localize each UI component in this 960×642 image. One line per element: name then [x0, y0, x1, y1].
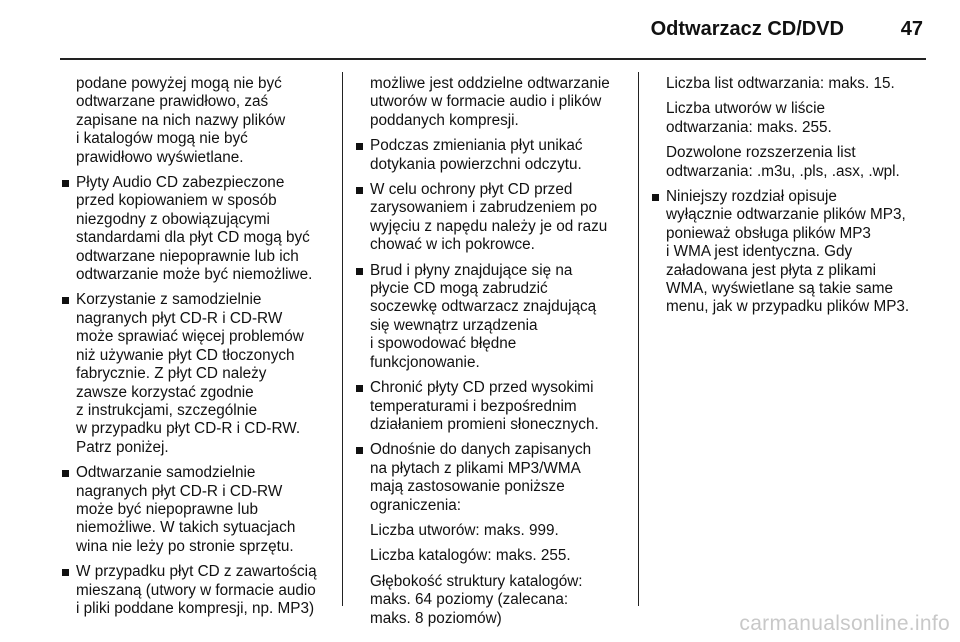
text-line: menu, jak w przypadku plików MP3.	[666, 298, 910, 316]
text-line: działaniem promieni słonecznych.	[370, 415, 599, 433]
bullet-item	[60, 291, 338, 457]
bullet-square-icon	[62, 569, 69, 576]
text-line: maks. 8 poziomów)	[370, 609, 502, 627]
text-line: niż używanie płyt CD tłoczonych	[76, 346, 295, 364]
text-line: Brud i płyny znajdujące się na	[370, 261, 573, 279]
text-line: zarysowaniem i zabrudzeniem po	[370, 199, 598, 217]
text-column-2	[354, 75, 634, 635]
text-line: nagranych płyt CD-R i CD-RW	[76, 309, 283, 327]
page-title: Odtwarzacz CD/DVD	[650, 18, 844, 40]
bullet-item	[354, 262, 634, 372]
paragraph	[650, 144, 942, 181]
text-line: z instrukcjami, szczególnie	[76, 401, 258, 419]
text-line: może sprawiać więcej problemów	[76, 328, 304, 346]
text-line: nagranych płyt CD-R i CD-RW	[76, 482, 283, 500]
bullet-item	[650, 188, 942, 317]
text-line: Odnośnie do danych zapisanych	[370, 441, 592, 459]
text-line: odtwarzanie może być niemożliwe.	[76, 266, 313, 284]
text-line: temperaturami i bezpośrednim	[370, 397, 577, 415]
paragraph	[650, 75, 942, 93]
text-line: na płytach z plikami MP3/WMA	[370, 459, 581, 477]
bullet-item	[354, 379, 634, 434]
bullet-square-icon	[62, 180, 69, 187]
text-line: niezgodny z obowiązującymi	[76, 210, 270, 228]
bullet-square-icon	[652, 194, 659, 201]
page-number: 47	[900, 18, 923, 40]
text-line: Chronić płyty CD przed wysokimi	[370, 379, 594, 397]
text-line: dotykania powierzchni odczytu.	[370, 155, 582, 173]
text-column-1	[60, 75, 338, 625]
text-line: i pliki poddane kompresji, np. MP3)	[76, 599, 315, 617]
text-line: i WMA jest identyczna. Gdy	[666, 243, 853, 261]
text-line: możliwe jest oddzielne odtwarzanie	[370, 75, 610, 92]
text-line: odtwarzania: .m3u, .pls, .asx, .wpl.	[666, 162, 900, 180]
paragraph	[354, 547, 634, 565]
bullet-item	[60, 563, 338, 618]
text-line: niemożliwe. W takich sytuacjach	[76, 519, 296, 537]
text-line: fabrycznie. Z płyt CD należy	[76, 365, 267, 383]
bullet-item	[354, 441, 634, 515]
text-line: odtwarzane niepoprawnie lub ich	[76, 247, 299, 265]
text-line: Niniejszy rozdział opisuje	[666, 188, 837, 206]
text-line: wyjęciu z napędu należy je od razu	[370, 217, 608, 235]
text-line: przed kopiowaniem w sposób	[76, 192, 277, 210]
text-line: W celu ochrony płyt CD przed	[370, 181, 573, 199]
text-line: Dozwolone rozszerzenia list	[666, 144, 856, 162]
bullet-item	[354, 181, 634, 255]
paragraph	[354, 522, 634, 540]
paragraph	[650, 100, 942, 137]
bullet-square-icon	[356, 143, 363, 150]
text-line: Liczba utworów w liście	[666, 100, 825, 118]
text-line: załadowana jest płyta z plikami	[666, 261, 877, 279]
bullet-square-icon	[356, 385, 363, 392]
text-line: wyłącznie odtwarzanie plików MP3,	[666, 206, 906, 224]
text-line: i katalogów mogą nie być	[76, 130, 248, 148]
text-line: może być niepoprawne lub	[76, 500, 258, 518]
paragraph	[354, 75, 634, 130]
text-line: Korzystanie z samodzielnie	[76, 291, 262, 309]
text-line: W przypadku płyt CD z zawartością	[76, 563, 317, 581]
text-line: ponieważ obsługa plików MP3	[666, 224, 871, 242]
bullet-square-icon	[356, 187, 363, 194]
text-line: odtwarzania: maks. 255.	[666, 118, 832, 136]
text-line: soczewkę odtwarzacz znajdującą	[370, 298, 597, 316]
bullet-item	[60, 464, 338, 556]
text-line: zapisane na nich nazwy plików	[76, 111, 286, 129]
bullet-square-icon	[62, 297, 69, 304]
text-line: chować w ich pokrowce.	[370, 236, 535, 254]
text-column-3	[650, 75, 942, 324]
text-line: poddanych kompresji.	[370, 111, 519, 129]
text-line: mieszaną (utwory w formacie audio	[76, 581, 316, 599]
paragraph	[354, 573, 634, 628]
bullet-item	[60, 174, 338, 284]
text-line: utworów w formacie audio i plików	[370, 93, 602, 111]
text-line: odtwarzane prawidłowo, zaś	[76, 93, 269, 111]
text-line: mają zastosowanie poniższe	[370, 478, 565, 496]
text-line: płycie CD mogą zabrudzić	[370, 280, 548, 298]
text-line: Głębokość struktury katalogów:	[370, 572, 583, 590]
text-line: WMA, wyświetlane są takie same	[666, 280, 893, 298]
watermark-text: carmanualsonline.info	[739, 612, 950, 635]
text-line: Odtwarzanie samodzielnie	[76, 464, 256, 482]
text-line: Podczas zmieniania płyt unikać	[370, 137, 583, 155]
text-line: i spowodować błędne	[370, 335, 517, 353]
text-line: funkcjonowanie.	[370, 353, 480, 371]
text-line: wina nie leży po stronie sprzętu.	[76, 537, 294, 555]
text-line: Liczba katalogów: maks. 255.	[370, 547, 571, 565]
paragraph	[60, 75, 338, 167]
text-line: w przypadku płyt CD-R i CD-RW.	[76, 420, 301, 438]
bullet-square-icon	[356, 268, 363, 275]
column-divider-1	[342, 72, 343, 606]
text-line: zawsze korzystać zgodnie	[76, 383, 254, 401]
text-line: Liczba list odtwarzania: maks. 15.	[666, 75, 895, 92]
text-line: ograniczenia:	[370, 496, 461, 514]
text-line: maks. 64 poziomy (zalecana:	[370, 591, 569, 609]
text-line: podane powyżej mogą nie być	[76, 75, 282, 92]
text-line: Patrz poniżej.	[76, 438, 169, 456]
text-line: prawidłowo wyświetlane.	[76, 148, 244, 166]
text-line: się wewnątrz urządzenia	[370, 316, 538, 334]
text-line: Płyty Audio CD zabezpieczone	[76, 174, 285, 192]
text-line: standardami dla płyt CD mogą być	[76, 229, 310, 247]
bullet-item	[354, 137, 634, 174]
header-divider	[60, 58, 926, 60]
page-header	[0, 0, 960, 60]
bullet-square-icon	[62, 470, 69, 477]
column-divider-2	[638, 72, 639, 606]
bullet-square-icon	[356, 447, 363, 454]
text-line: Liczba utworów: maks. 999.	[370, 521, 559, 539]
